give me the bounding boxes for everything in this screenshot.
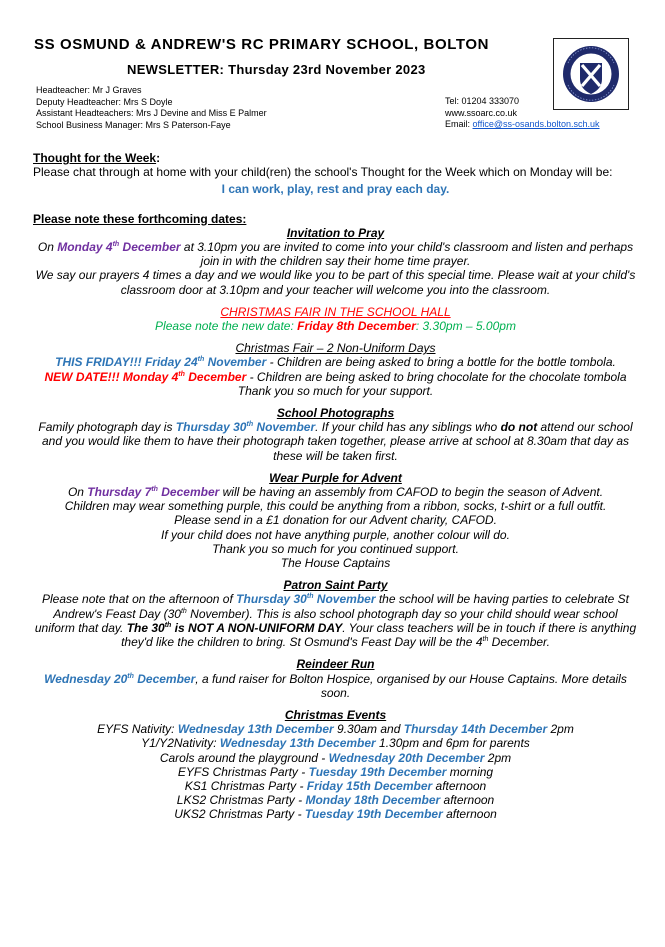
patron-text-d: . Your class teachers will be in touch if there is anything they'd like the children to bring. St Osmund's Feast Day will be the 4 xyxy=(121,620,637,650)
thought-heading: Thought for the Week xyxy=(33,151,157,165)
photos-date xyxy=(176,420,315,434)
photos-date-a: Thursday 30 xyxy=(175,420,247,435)
invitation-heading: Invitation to Pray xyxy=(286,225,385,240)
event-item xyxy=(33,779,638,793)
newsletter-title: NEWSLETTER: Thursday 23rd November 2023 xyxy=(127,62,426,77)
photos-text-b: . If your child has any siblings who xyxy=(315,420,501,435)
event-item xyxy=(33,736,638,750)
non-uniform-text-2: - Children are being asked to bring chocolate for the chocolate tombola xyxy=(246,369,627,384)
patron-bold xyxy=(127,621,343,635)
website[interactable]: www.ssoarc.co.uk xyxy=(445,107,518,118)
event-date-2: Thursday 14th December xyxy=(403,722,548,737)
staff-list xyxy=(36,85,267,131)
purple-date-sup: th xyxy=(151,486,158,494)
patron-text-c: November). This is also school photograph day so your child should wear school uniform that day. xyxy=(34,606,618,635)
patron-text-a: Please note that on the afternoon of xyxy=(42,592,237,607)
purple-line-5: Thank you so much for you continued support. xyxy=(212,541,459,556)
event-date: Friday 15th December xyxy=(306,778,433,793)
purple-text-a: On xyxy=(67,485,88,500)
fair-note-b: : 3.30pm – 5.00pm xyxy=(415,319,516,334)
invitation-date-b: December xyxy=(119,240,181,255)
email-line xyxy=(445,119,600,131)
events-list xyxy=(33,722,638,821)
reindeer-date-b: December xyxy=(133,671,196,686)
patron-text-b: the school will be having parties to celebrate St Andrew's Feast Day (30 xyxy=(53,592,629,621)
event-date: Wednesday 20th December xyxy=(328,750,485,765)
email-link[interactable]: office@ss-osands.bolton.sch.uk xyxy=(472,119,600,129)
invitation-date-sup: th xyxy=(112,241,120,249)
event-date: Wednesday 13th December xyxy=(219,736,376,751)
invitation-text-b: at 3.10pm you are invited to come into your child's classroom and listen and perhaps join in with the children say their home time prayer. xyxy=(180,240,634,269)
event-time-2: 2pm xyxy=(547,722,574,737)
event-time: 1.30pm and 6pm for parents xyxy=(375,736,530,751)
thought-heading-colon: : xyxy=(156,151,161,165)
assistant-headteachers: Assistant Headteachers: Mrs J Devine and Miss E Palmer xyxy=(36,108,267,118)
patron-date xyxy=(236,592,375,606)
events-heading: Christmas Events xyxy=(284,707,387,722)
non-uniform-date-1 xyxy=(55,355,266,369)
event-label: EYFS Nativity: xyxy=(97,722,178,737)
photos-bold: do not xyxy=(500,420,538,435)
purple-line-6: The House Captains xyxy=(280,556,391,571)
non-uniform-thanks: Thank you so much for your support. xyxy=(237,383,434,398)
event-date: Tuesday 19th December xyxy=(304,807,443,822)
invitation-section xyxy=(33,226,638,297)
patron-date-b: November xyxy=(313,592,376,607)
purple-date-a: Thursday 7 xyxy=(87,485,152,500)
photos-date-sup: th xyxy=(246,421,254,429)
patron-text-d-sup: th xyxy=(482,636,489,644)
purple-line-3: Please send in a £1 donation for our Advent charity, CAFOD. xyxy=(174,513,497,528)
event-label: LKS2 Christmas Party - xyxy=(176,793,306,808)
event-time: afternoon xyxy=(432,778,487,793)
event-time: afternoon xyxy=(442,807,497,822)
patron-bold-a: The 30 xyxy=(126,620,165,635)
patron-heading: Patron Saint Party xyxy=(283,578,388,593)
event-time: 2pm xyxy=(484,750,512,765)
purple-line-2: Children may wear something purple, this could be anything from a ribbon, socks, t-shirt or a full outfit. xyxy=(64,499,607,514)
photographs-heading: School Photographs xyxy=(276,406,395,421)
christmas-fair-heading: CHRISTMAS FAIR IN THE SCHOOL HALL xyxy=(220,304,451,319)
reindeer-run-section xyxy=(33,657,638,700)
fair-date: Friday 8th December xyxy=(297,319,416,334)
non-uniform-text-1: - Children are being asked to bring a bottle for the bottle tombola. xyxy=(266,355,616,370)
patron-text-b-sup: th xyxy=(180,607,187,615)
purple-line-4: If your child does not have anything purple, another colour will do. xyxy=(161,527,510,542)
event-label: KS1 Christmas Party - xyxy=(184,778,307,793)
telephone: Tel: 01204 333070 xyxy=(445,96,520,106)
invitation-text-a: On xyxy=(37,240,58,255)
email-label: Email: xyxy=(445,119,473,129)
fair-note-a: Please note the new date: xyxy=(155,319,298,334)
event-time: morning xyxy=(446,764,494,779)
event-label: UKS2 Christmas Party - xyxy=(174,807,305,822)
invitation-date-a: Monday 4 xyxy=(57,240,113,255)
event-item xyxy=(33,807,638,821)
event-label: Carols around the playground - xyxy=(159,750,329,765)
purple-text-b: will be having an assembly from CAFOD to begin the season of Advent. xyxy=(219,485,604,500)
patron-saint-section xyxy=(33,578,638,649)
christmas-events-section xyxy=(33,708,638,822)
deputy-headteacher: Deputy Headteacher: Mrs S Doyle xyxy=(36,96,173,107)
patron-text-e: December. xyxy=(488,635,550,650)
purple-heading: Wear Purple for Advent xyxy=(269,470,402,485)
purple-date-b: December xyxy=(157,485,220,500)
patron-date-sup: th xyxy=(306,593,314,601)
purple-advent-section xyxy=(33,471,638,570)
photos-text-c: attend our school and you would like them to have their photograph taken together, please arrive at school at 8.30am that day as these will be taken first. xyxy=(41,420,633,463)
non-uniform-date-2-b: December xyxy=(184,369,247,384)
invitation-date xyxy=(57,240,180,254)
thought-quote: I can work, play, rest and pray each day. xyxy=(221,182,450,197)
patron-bold-b: is NOT A NON-UNIFORM DAY xyxy=(171,620,343,635)
non-uniform-date-2-a: NEW DATE!!! Monday 4 xyxy=(44,369,179,384)
newsletter-body xyxy=(33,151,638,822)
photos-date-b: November xyxy=(253,420,316,435)
contact-details xyxy=(445,96,600,131)
event-item xyxy=(33,765,638,779)
event-item xyxy=(33,722,638,736)
non-uniform-date-1-b: November xyxy=(204,355,267,370)
event-item xyxy=(33,751,638,765)
photos-text-a: Family photograph day is xyxy=(38,420,176,435)
event-label: EYFS Christmas Party - xyxy=(177,764,309,779)
event-label: Y1/Y2Nativity: xyxy=(141,736,220,751)
school-name: SS OSMUND & ANDREW'S RC PRIMARY SCHOOL, BOLTON xyxy=(34,36,490,53)
non-uniform-section xyxy=(33,341,638,398)
non-uniform-heading: Christmas Fair – 2 Non-Uniform Days xyxy=(235,341,436,356)
photographs-section xyxy=(33,406,638,463)
patron-date-a: Thursday 30 xyxy=(236,592,307,607)
reindeer-date-sup: th xyxy=(127,672,134,680)
non-uniform-date-1-a: THIS FRIDAY!!! Friday 24 xyxy=(55,355,198,370)
christmas-fair-section xyxy=(33,305,638,333)
non-uniform-date-2 xyxy=(45,370,247,384)
event-item xyxy=(33,793,638,807)
thought-text: Please chat through at home with your child(ren) the school's Thought for the Week which on Monday will be: xyxy=(33,165,613,180)
reindeer-date-a: Wednesday 20 xyxy=(44,671,128,686)
reindeer-text: , a fund raiser for Bolton Hospice, organised by our House Captains. More details soon. xyxy=(195,671,627,700)
event-time: 9.30am and xyxy=(333,722,404,737)
patron-bold-sup: th xyxy=(164,621,172,629)
event-date: Tuesday 19th December xyxy=(308,764,447,779)
business-manager: School Business Manager: Mrs S Paterson-Faye xyxy=(36,119,231,130)
event-time: afternoon xyxy=(440,793,495,808)
invitation-paragraph-2: We say our prayers 4 times a day and we would like you to be part of this special time. Please wait at your child's classroom door at 3.10pm and your teacher will welcome you into the classroom. xyxy=(35,268,636,297)
purple-date xyxy=(87,485,219,499)
event-date: Monday 18th December xyxy=(305,793,441,808)
non-uniform-date-1-sup: th xyxy=(197,356,205,364)
non-uniform-date-2-sup: th xyxy=(178,370,185,378)
reindeer-heading: Reindeer Run xyxy=(296,657,375,672)
event-date: Wednesday 13th December xyxy=(177,722,334,737)
dates-heading: Please note these forthcoming dates: xyxy=(33,211,247,226)
reindeer-date xyxy=(44,672,195,686)
thought-section xyxy=(33,151,638,197)
headteacher: Headteacher: Mr J Graves xyxy=(36,85,142,95)
